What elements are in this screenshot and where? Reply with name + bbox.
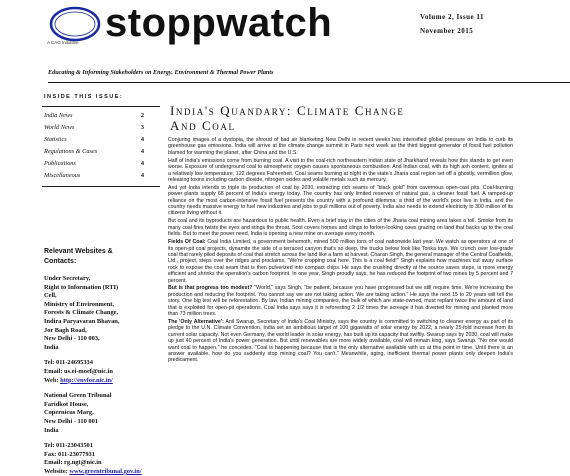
toc-label: Publications — [44, 160, 76, 167]
paragraph-lead: But is that progress too modest? — [168, 285, 253, 292]
contact-email[interactable]: Email: rg.ngt@nic.in — [44, 459, 102, 467]
toc-page: 4 — [140, 148, 144, 155]
paragraph: Fields Of Coal: Coal India Limited, a government behemoth, mined 500 million tons of coal nationwide last year. We watch as operators at one of its open-pit coal projects, dynamite the side of a terraced canyon that's so deep, the trucks below look like Tonka toys. We crunch over low-grade coal that rarely piled deposits of coal that stretch across the land like a farm at harvest. Charan Singh, the general manager of the Central Coalfields, Ltd., project, steps over the ridges and proclaims, "We're cropping coal here. This is a coal field!" Singh explains how machines cut away surface rock to expose the coal seam that is then pulverized into compact chips. He says the crushing directly at the source saves steps, is more energy efficient and shrinks the operation's carbon footprint. In one year, Singh proudly says, he has reduced the footprint of two mines by 5 percent and 7 percent. — [168, 239, 513, 284]
green-tribunal-link[interactable]: www.greentribunal.gov.in/ — [69, 467, 142, 475]
contact-line: Copernicus Marg, — [44, 409, 94, 417]
volume-issue: Volume 2, Issue 11 — [420, 13, 484, 21]
toc-label: India News — [44, 112, 73, 119]
toc-item-world-news[interactable] — [42, 122, 160, 134]
toc-page: 4 — [140, 136, 144, 143]
article-body — [168, 137, 513, 364]
initiative-label: A CAG Initiative — [47, 40, 79, 45]
tagline: Educating & Informing Stakeholders on Energy, Environment & Thermal Power Plants — [48, 69, 274, 76]
toc-item-regulations[interactable] — [42, 146, 160, 158]
brand-wordmark: stoppwatch — [105, 1, 333, 45]
toc-page: 4 — [140, 160, 144, 167]
contact-line: Under Secretary, — [44, 275, 91, 282]
contact-tel: Tel: 011-24695334 — [44, 359, 93, 367]
paragraph: And yet India intends to triple its production of coal by 2030, extracting rich seams of "black gold" from cavernous open-cast pits. Coal-burning power plants supply 68 percent of India's energy today. The country has only limited reserves of natural gas, a cleaner fossil fuel. A ramped-up reliance on the most carbon-intensive fossil fuel presents the country with a profound dilemma: a third of the world's poor live in India, and the country needs massive energy to fuel new industries and jobs to pull millions out of poverty. India also needs to extend electricity to 300 million of its citizens living without it. — [168, 184, 513, 217]
toc-item-india-news[interactable] — [42, 110, 160, 122]
contact-line: Right to Information (RTI) — [44, 283, 119, 291]
toc-label: Miscellaneous — [44, 172, 81, 179]
contact-line: Ministry of Environment, — [44, 300, 115, 308]
toc-label: Statistics — [44, 136, 67, 143]
masthead-rule — [48, 82, 570, 83]
paragraph: But is that progress too modest? "World," says Singh, "be patient, because you have progressed but we still require time. We're increasing the production and reducing the footprint. You cannot say we are not taking action. We are taking action." He says the next 15 to 20 years will tell the story. One big test will be reforestation. By law, Indian mining companies, the bulk of which are state-owned, must replant twice the amount of land that is exploited for open-pit operations. Coal India says says it is reforesting 2 1/2 times the acreage it has diverted for mining and planted more than 73 million trees. — [168, 285, 514, 318]
contact-web-row: Website: www.greentribunal.gov.in/ — [44, 467, 142, 475]
contact-line: New Delhi - 110 003, — [44, 335, 100, 343]
toc-page: 2 — [140, 112, 144, 119]
issue-date: November 2015 — [420, 27, 474, 35]
contact-line: Jor Bagh Road, — [44, 326, 87, 334]
inside-issue-title: INSIDE THIS ISSUE: — [44, 94, 124, 100]
paragraph: The 'Only Alternative': Anil Swarup, Secretary of India's Coal Ministry, says the country is committed to switching to cleaner energy as part of its pledge to the U.N. Climate Convention. India set an ambitious target of 100 gigawatts of solar energy by 2022, a nearly 25-fold increase from its current solar capacity. Not even Germany, the world leader in solar energy, has built up its capacity that swiftly. Swarup says by 2030, coal will make up just 40 percent of India's power generation. But until renewables are more widely available, coal will remain king, says Swarup. "No one would want coal to happen," he concedes. "Coal is happening because that is the only alternative available with us at this point in time. Until there is an answer available, how do you suddenly stop mining coal? You can't." Meanwhile, aging, inefficient thermal power plants only deepen India's predicament. — [168, 318, 513, 364]
contact-line: New Delhi - 110 001 — [44, 417, 98, 425]
article-headline: India's Quandary: Climate Change And Coal — [170, 103, 405, 133]
contact-tel: Tel: 011-23043501 — [44, 442, 93, 450]
contact-line: Faridkot House, — [44, 400, 89, 408]
paragraph: Conjuring images of a dystopia, the shroud of bad air blanketing New Delhi in recent weeks has intensified global pressure on India to curb its greenhouse gas emissions. India will arrive at the climate change summit in Paris next week as the third biggest generator of fossil fuel pollution blamed for warming the planet, after China and the U.S. — [168, 137, 513, 156]
relevant-websites-title: Relevant Websites & Contacts: — [44, 248, 113, 265]
toc-page: 3 — [140, 124, 144, 131]
contact-line: Forests & Climate Change, — [44, 309, 119, 317]
paragraph-lead: The 'Only Alternative': — [168, 318, 224, 325]
contact-web-row: Web: http://envfor.nic.in/ — [44, 376, 113, 384]
issue-meta — [420, 10, 506, 38]
toc-page: 4 — [140, 172, 144, 179]
contact-fax: Fax: 011-23077931 — [44, 450, 95, 458]
contact-block — [44, 275, 162, 476]
toc-label: Regulations & Cases — [44, 148, 98, 155]
contact-line: India — [44, 343, 59, 351]
toc-item-statistics[interactable] — [42, 134, 160, 146]
contact-line: National Green Tribunal — [44, 392, 112, 400]
stopwatch-ring-icon — [45, 2, 105, 44]
main-article — [168, 103, 513, 365]
contact-line: Cell, — [44, 292, 57, 300]
paragraph-lead: Fields Of Coal: — [168, 239, 206, 246]
paragraph: But coal and its byproducts are hazardous to public health. Even a brief stay in the cities of the Jharia coal mining area takes a toll. Smoke from its many coal fires twists the eyes and stings the throat. Soot covers homes and clings to forlorn-looking cows grazing on land that backs up to the coal fields. But to meet the power need, India is opening a new mine on average every month. — [168, 218, 513, 238]
table-of-contents — [42, 106, 160, 187]
toc-item-miscellaneous[interactable] — [42, 170, 160, 182]
toc-item-publications[interactable] — [42, 158, 160, 170]
toc-label: World News — [44, 124, 75, 131]
contact-line: India — [44, 426, 59, 434]
contact-email[interactable]: Email: us.ei-moef@nic.in — [44, 367, 113, 375]
paragraph: Half of India's emissions come from burning coal. A visit to the coal-rich northeastern Indian state of Jharkhand reveals how this stands to get even worse. Exposure of underground coal to atmospheric oxygen causes spontaneous combustion. And Indian coal, with its high ash content, ignites at a relatively low temperature, 122 degrees Fahrenheit. Coal seams burning at night in the state's Jharia coal region set off a ghostly, vermillion glow, releasing toxins including carbon dioxide, nitrogen oxides and volatile metals such as mercury. — [168, 157, 513, 183]
contact-line: Indira Paryavaran Bhavan, — [44, 317, 120, 325]
envfor-link[interactable]: http://envfor.nic.in/ — [60, 376, 113, 384]
sidebar — [34, 94, 162, 476]
